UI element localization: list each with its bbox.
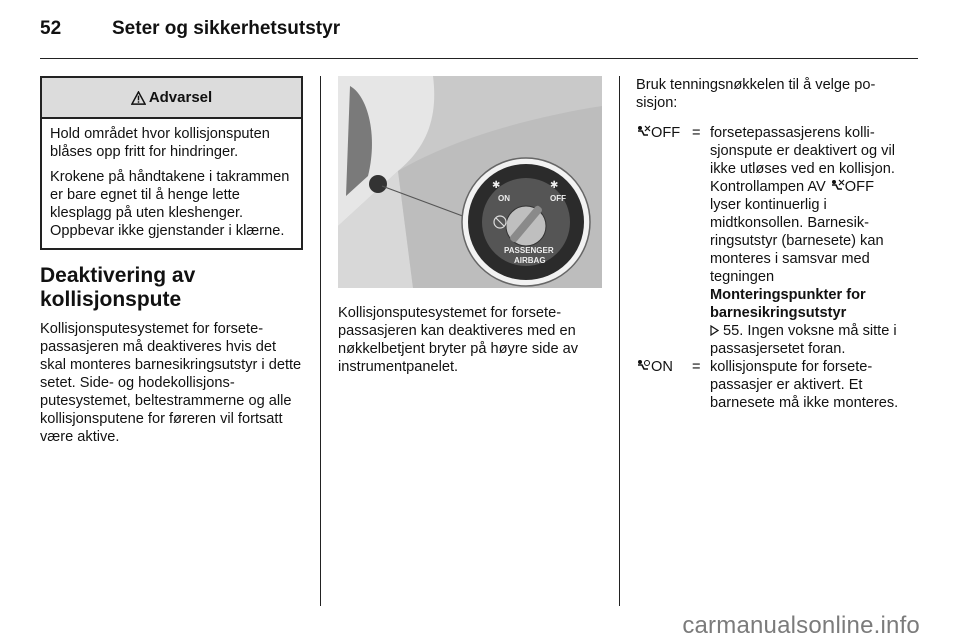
warning-title-text: Advarsel — [148, 89, 213, 106]
page-number: 52 — [40, 18, 62, 39]
section-heading: Deaktivering av kollisjonspute — [40, 264, 196, 311]
off-definition-part-a: forsetepassasjerens kollisjonspute er deaktivert og vil ikke utløses ved en kollisjon. Kontrollampen AV — [710, 125, 895, 195]
on-term — [636, 358, 692, 412]
column-divider-2 — [619, 76, 620, 606]
dial-label-2: AIRBAG — [514, 256, 546, 265]
definition-list — [636, 124, 902, 412]
dial-off-label: OFF — [550, 194, 566, 203]
column-divider-1 — [320, 76, 321, 606]
airbag-on-icon — [636, 359, 651, 373]
figure-caption: Kollisjonsputesystemet for forsetepassasjeren kan deaktiveres med en nøkkelbetjent bryter på høyre side av instrumentpanelet. — [338, 305, 579, 375]
off-term — [636, 124, 692, 358]
off-term-text: OFF — [651, 125, 681, 141]
equals-sign: = — [692, 359, 701, 375]
off-definition-part-c: 55. Ingen voksne må sitte i passasjersetet foran. — [710, 323, 897, 357]
equals-sign: = — [692, 125, 701, 141]
warning-paragraph: Hold området hvor kollisjonsputen blåses opp fritt for hindringer. — [50, 126, 270, 160]
svg-text:✱: ✱ — [492, 180, 501, 191]
airbag-switch-photo — [338, 76, 602, 288]
off-definition — [710, 124, 902, 358]
on-definition: kollisjonspute for forsetepassasjer er aktivert. Et barnesete må ikke monteres. — [710, 359, 899, 411]
section-text: Kollisjonsputesystemet for forsetepassasjeren må deaktiveres hvis det skal monteres barnesikringsutstyr i dette setet. Side- og hodekollisjonsputesystemet, beltestrammerne og alle kollisjonsputene for føreren vil fortsatt være aktive. — [40, 321, 302, 445]
column-left — [40, 76, 303, 446]
dial-label-1: PASSENGER — [504, 246, 554, 255]
watermark: carmanualsonline.info — [682, 612, 920, 639]
intro-text: Bruk tenningsnøkkelen til å velge posisjon: — [636, 77, 876, 111]
airbag-switch-illustration — [338, 76, 602, 288]
airbag-off-icon — [830, 179, 845, 193]
page-header — [40, 18, 340, 40]
warning-body — [42, 119, 301, 248]
list-item-off — [636, 124, 902, 358]
page-reference-arrow-icon — [710, 325, 719, 336]
column-middle — [338, 76, 602, 376]
warning-box — [40, 76, 303, 250]
warning-paragraph: Krokene på håndtakene i takrammen er bare egnet til å henge lette klesplagg på uten kleshenger. Oppbevar ikke gjenstander i klærne. — [50, 169, 290, 239]
off-definition-part-b: lyser kontinuerlig i midtkonsollen. Barnesikringsutstyr (barnesete) kan monteres i samsvar med tegningen — [710, 197, 884, 285]
page-title: Seter og sikkerhetsutstyr — [112, 18, 341, 39]
airbag-off-icon — [636, 125, 651, 139]
svg-text:✱: ✱ — [550, 180, 559, 191]
header-rule — [40, 58, 918, 59]
warning-title — [42, 78, 301, 119]
dial-on-label: ON — [498, 194, 510, 203]
off-definition-off-word: OFF — [844, 179, 874, 195]
on-term-text: ON — [651, 359, 673, 375]
cross-reference-bold: Monteringspunkter for barnesikringsutstyr — [710, 287, 866, 321]
list-item-on — [636, 358, 902, 412]
column-right — [636, 76, 902, 412]
warning-triangle-icon — [131, 91, 146, 105]
